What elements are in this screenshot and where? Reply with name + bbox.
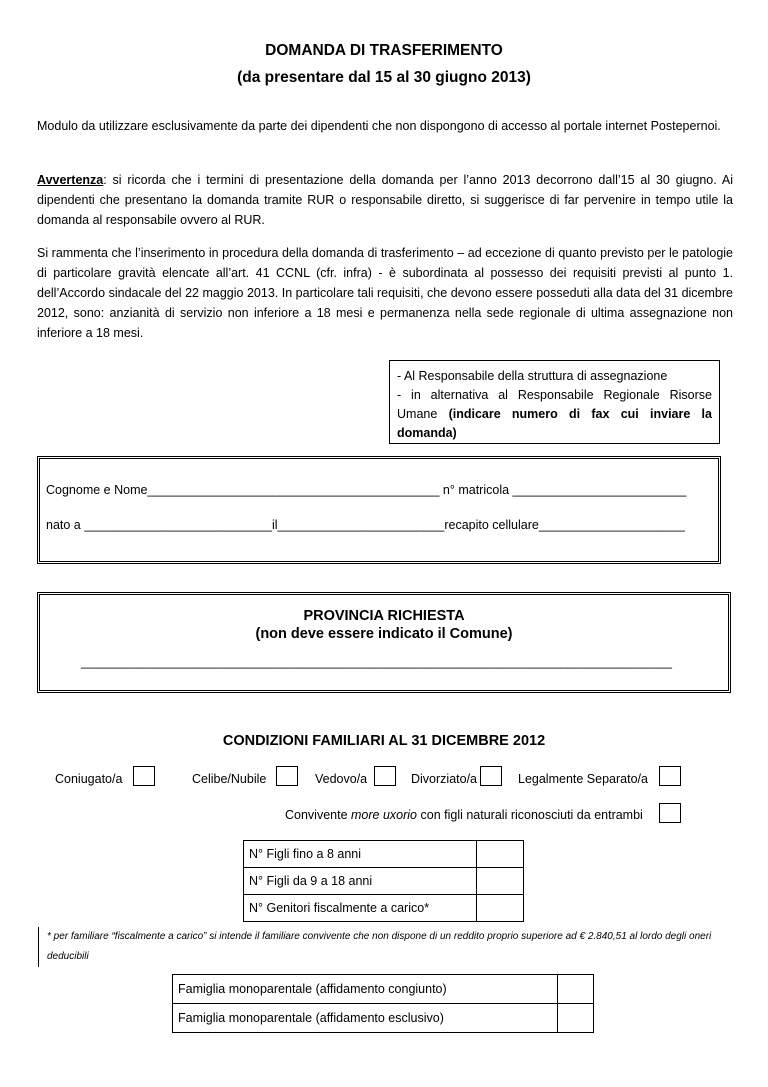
personal-info-box <box>37 456 721 564</box>
birthplace-field[interactable]: ___________________________ <box>84 518 272 532</box>
family-title: CONDIZIONI FAMILIARI AL 31 DICEMBRE 2012 <box>222 733 546 749</box>
status-divorced-checkbox[interactable] <box>480 766 502 786</box>
date-label: il <box>271 518 278 532</box>
single-parent-table <box>172 974 594 1033</box>
matricola-label: n° matricola <box>439 483 513 497</box>
single-parent-input[interactable] <box>558 975 594 1004</box>
single-parent-label: Famiglia monoparentale (affidamento esclusivo) <box>173 1004 558 1033</box>
status-separated-checkbox[interactable] <box>659 766 681 786</box>
recipient-line-2: - in alternativa al Responsabile Regionale Risorse Umane (indicare numero di fax cui inviare la domanda) <box>397 388 712 440</box>
table-row <box>173 1004 594 1033</box>
table-row <box>244 841 524 868</box>
count-input[interactable] <box>477 868 524 895</box>
requirements-paragraph: Si rammenta che l’inserimento in procedura della domanda di trasferimento – ad eccezione di quanto previsto per le patologie di particolare gravità elencate all’art. 41 CCNL (cfr. infra) - è subordinata al possesso dei requisiti previsti al punto 1. dell’Accordo sindacale del 22 maggio 2013. In particolare tali requisiti, che devono essere posseduti alla data del 31 dicembre 2012, sono: anzianità di servizio non inferiore a 18 mesi e permanenza nella sede regionale di ultima assegnazione non inferiore a 18 mesi. <box>37 246 733 340</box>
status-married-label: Coniugato/a <box>55 772 123 786</box>
status-married-checkbox[interactable] <box>133 766 155 786</box>
recipient-line-1: - Al Responsabile della struttura di assegnazione <box>397 369 668 383</box>
count-label: N° Figli da 9 a 18 anni <box>244 868 477 895</box>
birth-row <box>46 518 685 532</box>
count-input[interactable] <box>477 895 524 922</box>
recipient-fax-note: (indicare numero di fax cui inviare la domanda) <box>397 407 712 440</box>
phone-field[interactable]: _____________________ <box>538 518 685 532</box>
warning-text: : si ricorda che i termini di presentazione della domanda per l’anno 2013 decorrono dall’15 al 30 giugno. Ai dipendenti che presentano la domanda tramite RUR o responsabile diretto, si suggerisce di far pervenire in tempo utile la domanda al responsabile ovvero al RUR. <box>37 173 733 227</box>
cohabitant-checkbox[interactable] <box>659 803 681 823</box>
province-field[interactable]: _____________________________________________________________________________________ <box>81 655 672 669</box>
footnote: * per familiare “fiscalmente a carico” si intende il familiare convivente che non dispone di un reddito proprio superiore ad € 2.840,51 al lordo degli oneri deducibili <box>38 927 724 967</box>
count-input[interactable] <box>477 841 524 868</box>
intro-paragraph: Modulo da utilizzare esclusivamente da parte dei dipendenti che non dispongono di accesso al portale internet Postepernoi. <box>37 119 721 133</box>
province-title: PROVINCIA RICHIESTA <box>303 608 465 624</box>
status-separated-label: Legalmente Separato/a <box>518 772 648 786</box>
more-uxorio-text: more uxorio <box>351 808 418 822</box>
status-widowed-checkbox[interactable] <box>374 766 396 786</box>
count-label: N° Genitori fiscalmente a carico* <box>244 895 477 922</box>
phone-label: recapito cellulare <box>444 518 539 532</box>
province-subtitle: (non deve essere indicato il Comune) <box>255 626 513 642</box>
warning-paragraph <box>37 170 733 230</box>
cohabitant-label: Convivente more uxorio con figli naturali riconosciuti da entrambi <box>285 808 643 822</box>
recipient-box <box>389 360 720 444</box>
table-row <box>173 975 594 1004</box>
single-parent-input[interactable] <box>558 1004 594 1033</box>
name-row <box>46 483 686 497</box>
province-box <box>37 592 731 693</box>
warning-label: Avvertenza <box>37 173 104 187</box>
children-count-table <box>243 840 524 922</box>
matricola-field[interactable]: _________________________ <box>512 483 687 497</box>
page-title: DOMANDA DI TRASFERIMENTO <box>265 42 503 59</box>
single-parent-label: Famiglia monoparentale (affidamento congiunto) <box>173 975 558 1004</box>
name-label: Cognome e Nome <box>46 483 148 497</box>
count-label: N° Figli fino a 8 anni <box>244 841 477 868</box>
status-single-label: Celibe/Nubile <box>192 772 267 786</box>
name-field[interactable]: __________________________________________ <box>147 483 440 497</box>
birthdate-field[interactable]: ________________________ <box>277 518 445 532</box>
status-single-checkbox[interactable] <box>276 766 298 786</box>
born-label: nato a <box>46 518 85 532</box>
table-row <box>244 868 524 895</box>
status-divorced-label: Divorziato/a <box>411 772 477 786</box>
status-widowed-label: Vedovo/a <box>315 772 368 786</box>
table-row <box>244 895 524 922</box>
page-subtitle: (da presentare dal 15 al 30 giugno 2013) <box>237 69 531 86</box>
